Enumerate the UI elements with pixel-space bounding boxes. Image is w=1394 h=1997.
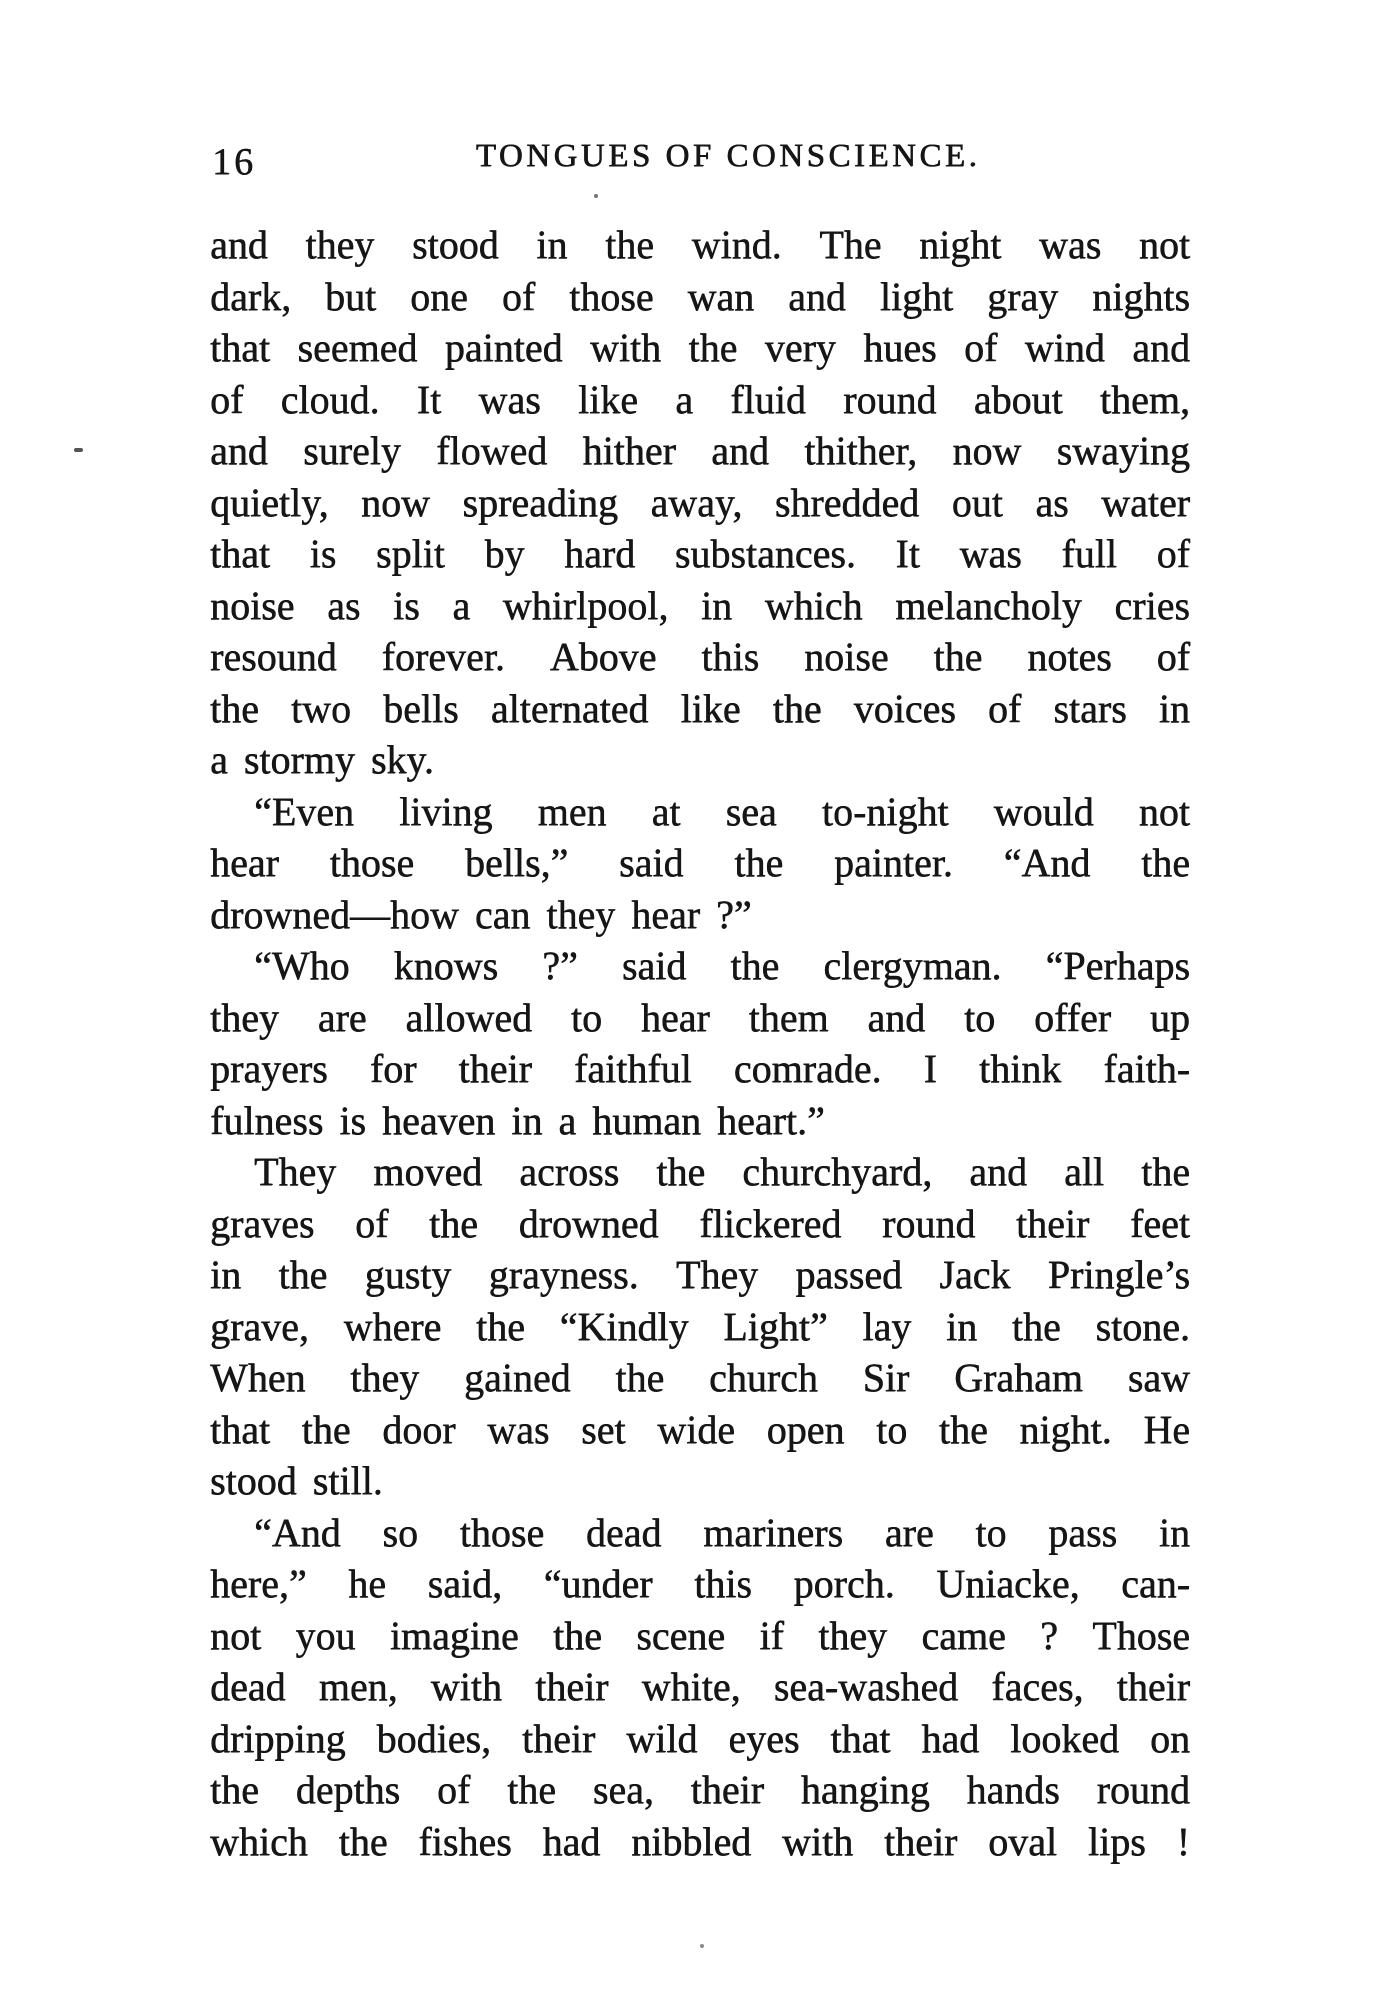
word: with	[430, 1664, 502, 1710]
word: surely	[303, 428, 401, 474]
word: round	[843, 376, 937, 422]
word: gained	[463, 1355, 571, 1401]
word: as	[1035, 479, 1069, 525]
text-line	[210, 219, 1190, 271]
word: the	[476, 1303, 525, 1349]
word: is	[393, 582, 420, 628]
word: melancholy	[895, 582, 1082, 628]
word: They	[254, 1149, 337, 1195]
word: sea,	[592, 1767, 654, 1813]
word: porch.	[793, 1561, 895, 1607]
word: fluid	[730, 376, 806, 422]
word: He	[1143, 1406, 1190, 1452]
text-line	[210, 1352, 1190, 1404]
word: at	[651, 788, 681, 834]
word: !	[1176, 1818, 1190, 1864]
word: you	[295, 1612, 356, 1658]
word: lips	[1087, 1818, 1146, 1864]
word: oval	[988, 1818, 1058, 1864]
word: grayness.	[488, 1252, 639, 1298]
word: with	[782, 1818, 854, 1864]
word: hard	[564, 531, 636, 577]
word: here,”	[210, 1561, 307, 1607]
body-text	[210, 219, 1190, 1867]
word: of	[964, 325, 998, 371]
word: the	[278, 1252, 328, 1298]
word: the	[338, 1818, 388, 1864]
word: like	[680, 685, 741, 731]
word: and	[867, 994, 926, 1040]
word: drowned	[518, 1200, 659, 1246]
word: out	[951, 479, 1003, 525]
text-line	[210, 1713, 1190, 1765]
ink-speck	[74, 448, 83, 452]
word: that	[830, 1715, 891, 1761]
word: their	[521, 1715, 596, 1761]
word: depths	[295, 1767, 401, 1813]
word: Those	[1092, 1612, 1190, 1658]
word: wind.	[691, 222, 782, 268]
word: night.	[1019, 1406, 1112, 1452]
word: prayers	[210, 1046, 328, 1092]
word: with	[589, 325, 662, 371]
word: offer	[1034, 994, 1112, 1040]
word: resound	[210, 634, 337, 680]
word: living	[399, 788, 493, 834]
word: Sir	[862, 1355, 910, 1401]
word: whirlpool,	[502, 582, 669, 628]
text-line	[210, 631, 1190, 683]
word: in	[536, 222, 568, 268]
word: the	[656, 1149, 706, 1195]
word: ?”	[542, 943, 578, 989]
text-line	[210, 1816, 1190, 1868]
word: “Even	[254, 788, 354, 834]
word: their	[1015, 1200, 1090, 1246]
word: dark,	[210, 273, 292, 319]
word: in	[210, 1252, 242, 1298]
word: up	[1149, 994, 1190, 1040]
word: churchyard,	[742, 1149, 933, 1195]
word: cloud.	[280, 376, 380, 422]
word: hanging	[800, 1767, 930, 1813]
word: the	[772, 685, 822, 731]
word: full	[1061, 531, 1117, 577]
ink-speck	[594, 194, 598, 198]
word: by	[484, 531, 525, 577]
word: came	[921, 1612, 1006, 1658]
page-number: 16	[212, 141, 256, 183]
word: in	[1158, 685, 1190, 731]
word: those	[329, 840, 415, 886]
word: Above	[549, 634, 657, 680]
word: They	[675, 1252, 759, 1298]
text-line	[210, 786, 1190, 838]
word: of	[436, 1767, 471, 1813]
word: voices	[853, 685, 956, 731]
word: Pringle’s	[1047, 1252, 1190, 1298]
word: hues	[863, 325, 937, 371]
word: “Kindly	[559, 1303, 689, 1349]
word: bells,”	[464, 840, 569, 886]
word: The	[819, 222, 882, 268]
word: hands	[966, 1767, 1060, 1813]
word: swaying	[1056, 428, 1190, 474]
word: very	[764, 325, 836, 371]
word: nights	[1092, 273, 1190, 319]
word: about	[973, 376, 1063, 422]
word: wide	[657, 1406, 735, 1452]
text-line	[210, 271, 1190, 323]
word: to	[964, 994, 996, 1040]
word: can-	[1121, 1561, 1190, 1607]
word: I	[923, 1046, 937, 1092]
word: gray	[987, 273, 1059, 319]
word: that	[210, 1406, 270, 1452]
word: dead	[585, 1509, 662, 1555]
word: moved	[373, 1149, 483, 1195]
word: hither	[582, 428, 676, 474]
word: on	[1150, 1715, 1190, 1761]
word: think	[979, 1046, 1062, 1092]
text-line	[210, 580, 1190, 632]
word: the	[1011, 1303, 1061, 1349]
word: this	[701, 634, 760, 680]
word: nibbled	[631, 1818, 752, 1864]
word: imagine	[389, 1612, 519, 1658]
word: the	[933, 634, 983, 680]
text-line	[210, 322, 1190, 374]
word: for	[369, 1046, 417, 1092]
word: Graham	[954, 1355, 1083, 1401]
word: Jack	[939, 1252, 1011, 1298]
word: they	[210, 994, 279, 1040]
word: said	[619, 840, 684, 886]
word: the	[553, 1612, 602, 1658]
word: light	[879, 273, 954, 319]
word: flickered	[699, 1200, 842, 1246]
word: graves	[210, 1200, 315, 1246]
word: was	[959, 531, 1022, 577]
word: not	[1138, 222, 1190, 268]
word: noise	[210, 582, 295, 628]
text-line: stood still.	[210, 1458, 383, 1504]
word: he	[348, 1561, 386, 1607]
text-line	[210, 1764, 1190, 1816]
word: and	[969, 1149, 1027, 1195]
word: spreading	[462, 479, 618, 525]
word: mariners	[703, 1509, 844, 1555]
word: fishes	[418, 1818, 512, 1864]
word: night	[919, 222, 1002, 268]
word: and	[1132, 325, 1190, 371]
word: thither,	[804, 428, 918, 474]
word: sea-washed	[773, 1664, 959, 1710]
word: in	[1158, 1509, 1190, 1555]
word: dripping	[210, 1715, 346, 1761]
word: their	[690, 1767, 764, 1813]
word: wild	[626, 1715, 698, 1761]
word: not	[1138, 788, 1190, 834]
word: hear	[640, 994, 710, 1040]
word: they	[818, 1612, 888, 1658]
text-line	[210, 1301, 1190, 1353]
word: flowed	[436, 428, 548, 474]
text-line	[210, 425, 1190, 477]
word: if	[759, 1612, 784, 1658]
word: their	[1116, 1664, 1190, 1710]
word: feet	[1129, 1200, 1190, 1246]
word: as	[327, 582, 361, 628]
word: was	[1039, 222, 1102, 268]
word: them,	[1099, 376, 1190, 422]
word: water	[1101, 479, 1190, 525]
text-line	[210, 1404, 1190, 1456]
word: the	[688, 325, 738, 371]
word: the	[1141, 1149, 1190, 1195]
text-line	[210, 1558, 1190, 1610]
word: their	[535, 1664, 609, 1710]
word: looked	[1010, 1715, 1120, 1761]
word: and	[210, 222, 268, 268]
word: that	[210, 531, 270, 577]
text-line	[210, 992, 1190, 1044]
word: the	[210, 1767, 259, 1813]
word: of	[210, 376, 244, 422]
word: white,	[641, 1664, 741, 1710]
text-line	[210, 1507, 1190, 1559]
word: the	[1141, 840, 1190, 886]
word: hear	[210, 840, 279, 886]
word: their	[884, 1818, 958, 1864]
word: pass	[1048, 1509, 1118, 1555]
word: painted	[444, 325, 563, 371]
word: two	[290, 685, 351, 731]
word: in	[946, 1303, 978, 1349]
word: substances.	[674, 531, 856, 577]
word: dead	[210, 1664, 286, 1710]
word: clergyman.	[823, 943, 1002, 989]
word: faces,	[991, 1664, 1084, 1710]
word: this	[694, 1561, 752, 1607]
word: wan	[687, 273, 755, 319]
word: they	[350, 1355, 420, 1401]
word: lay	[862, 1303, 912, 1349]
word: saw	[1127, 1355, 1190, 1401]
word: stood	[411, 222, 499, 268]
text-line	[210, 477, 1190, 529]
word: shredded	[774, 479, 920, 525]
word: had	[542, 1818, 601, 1864]
word: their	[458, 1046, 532, 1092]
word: grave,	[210, 1303, 309, 1349]
word: gusty	[364, 1252, 452, 1298]
word: noise	[804, 634, 889, 680]
word: and	[788, 273, 846, 319]
word: where	[343, 1303, 442, 1349]
word: but	[325, 273, 377, 319]
word: those	[569, 273, 654, 319]
running-title: TONGUES OF CONSCIENCE.	[475, 138, 981, 174]
word: the	[210, 685, 259, 731]
word: split	[375, 531, 445, 577]
word: which	[764, 582, 863, 628]
word: of	[1156, 531, 1190, 577]
word: “And	[254, 1509, 341, 1555]
word: now	[952, 428, 1022, 474]
word: faithful	[573, 1046, 692, 1092]
text-line	[210, 1610, 1190, 1662]
text-line	[210, 1146, 1190, 1198]
word: a	[675, 376, 694, 422]
word: scene	[636, 1612, 726, 1658]
word: alternated	[490, 685, 649, 731]
word: is	[309, 531, 337, 577]
word: men	[537, 788, 607, 834]
word: in	[700, 582, 733, 628]
word: round	[882, 1200, 976, 1246]
word: of	[1156, 634, 1190, 680]
word: them	[748, 994, 829, 1040]
word: the	[734, 840, 784, 886]
word: said	[621, 943, 687, 989]
word: the	[730, 943, 780, 989]
word: bodies,	[376, 1715, 491, 1761]
word: one	[410, 273, 468, 319]
word: faith-	[1103, 1046, 1190, 1092]
word: ?	[1040, 1612, 1058, 1658]
word: Light”	[723, 1303, 828, 1349]
word: set	[581, 1406, 626, 1452]
word: the	[301, 1406, 351, 1452]
word: round	[1096, 1767, 1190, 1813]
word: said,	[427, 1561, 503, 1607]
word: stars	[1053, 685, 1127, 731]
word: door	[382, 1406, 456, 1452]
word: passed	[795, 1252, 903, 1298]
text-line	[210, 528, 1190, 580]
text-line: a stormy sky.	[210, 737, 434, 783]
word: wind	[1024, 325, 1105, 371]
word: was	[478, 376, 541, 422]
text-line	[210, 374, 1190, 426]
text-line	[210, 1249, 1190, 1301]
word: would	[993, 788, 1094, 834]
text-line	[210, 940, 1190, 992]
text-line: fulness is heaven in a human heart.”	[210, 1097, 825, 1143]
word: that	[210, 325, 270, 371]
word: to	[570, 994, 603, 1040]
word: those	[459, 1509, 545, 1555]
word: “under	[543, 1561, 653, 1607]
word: to	[876, 1406, 908, 1452]
word: of	[501, 273, 536, 319]
word: When	[210, 1355, 306, 1401]
word: a	[452, 582, 471, 628]
word: of	[355, 1200, 389, 1246]
text-line	[210, 683, 1190, 735]
word: the	[507, 1767, 556, 1813]
word: the	[605, 222, 654, 268]
word: It	[416, 376, 442, 422]
word: “Perhaps	[1045, 943, 1190, 989]
text-line	[210, 837, 1190, 889]
word: stone.	[1095, 1303, 1190, 1349]
word: church	[709, 1355, 818, 1401]
word: allowed	[405, 994, 533, 1040]
word: forever.	[381, 634, 505, 680]
word: It	[895, 531, 920, 577]
ink-speck	[700, 1944, 704, 1948]
word: and	[711, 428, 769, 474]
word: now	[361, 479, 430, 525]
word: open	[766, 1406, 845, 1452]
word: are	[884, 1509, 934, 1555]
word: to-night	[821, 788, 949, 834]
word: away,	[650, 479, 743, 525]
text-line	[210, 1661, 1190, 1713]
word: to	[975, 1509, 1007, 1555]
word: so	[382, 1509, 418, 1555]
word: had	[921, 1715, 980, 1761]
word: “And	[1003, 840, 1091, 886]
word: and	[210, 428, 268, 474]
word: bells	[383, 685, 459, 731]
word: cries	[1114, 582, 1190, 628]
text-line	[210, 1043, 1190, 1095]
word: they	[305, 222, 375, 268]
word: not	[210, 1612, 262, 1658]
word: of	[987, 685, 1022, 731]
word: men,	[318, 1664, 398, 1710]
word: painter.	[833, 840, 953, 886]
word: across	[519, 1149, 620, 1195]
word: sea	[725, 788, 777, 834]
word: was	[487, 1406, 550, 1452]
word: are	[317, 994, 367, 1040]
word: eyes	[728, 1715, 800, 1761]
word: the	[429, 1200, 478, 1246]
text-line: drowned—how can they hear ?”	[210, 891, 752, 937]
word: seemed	[297, 325, 418, 371]
word: which	[210, 1818, 308, 1864]
word: quietly,	[210, 479, 329, 525]
word: all	[1064, 1149, 1105, 1195]
text-line	[210, 1198, 1190, 1250]
word: knows	[393, 943, 499, 989]
word: “Who	[254, 943, 350, 989]
word: the	[615, 1355, 665, 1401]
word: Uniacke,	[936, 1561, 1080, 1607]
word: notes	[1027, 634, 1112, 680]
running-head	[210, 136, 1190, 194]
word: comrade.	[733, 1046, 882, 1092]
word: like	[577, 376, 638, 422]
word: the	[938, 1406, 988, 1452]
